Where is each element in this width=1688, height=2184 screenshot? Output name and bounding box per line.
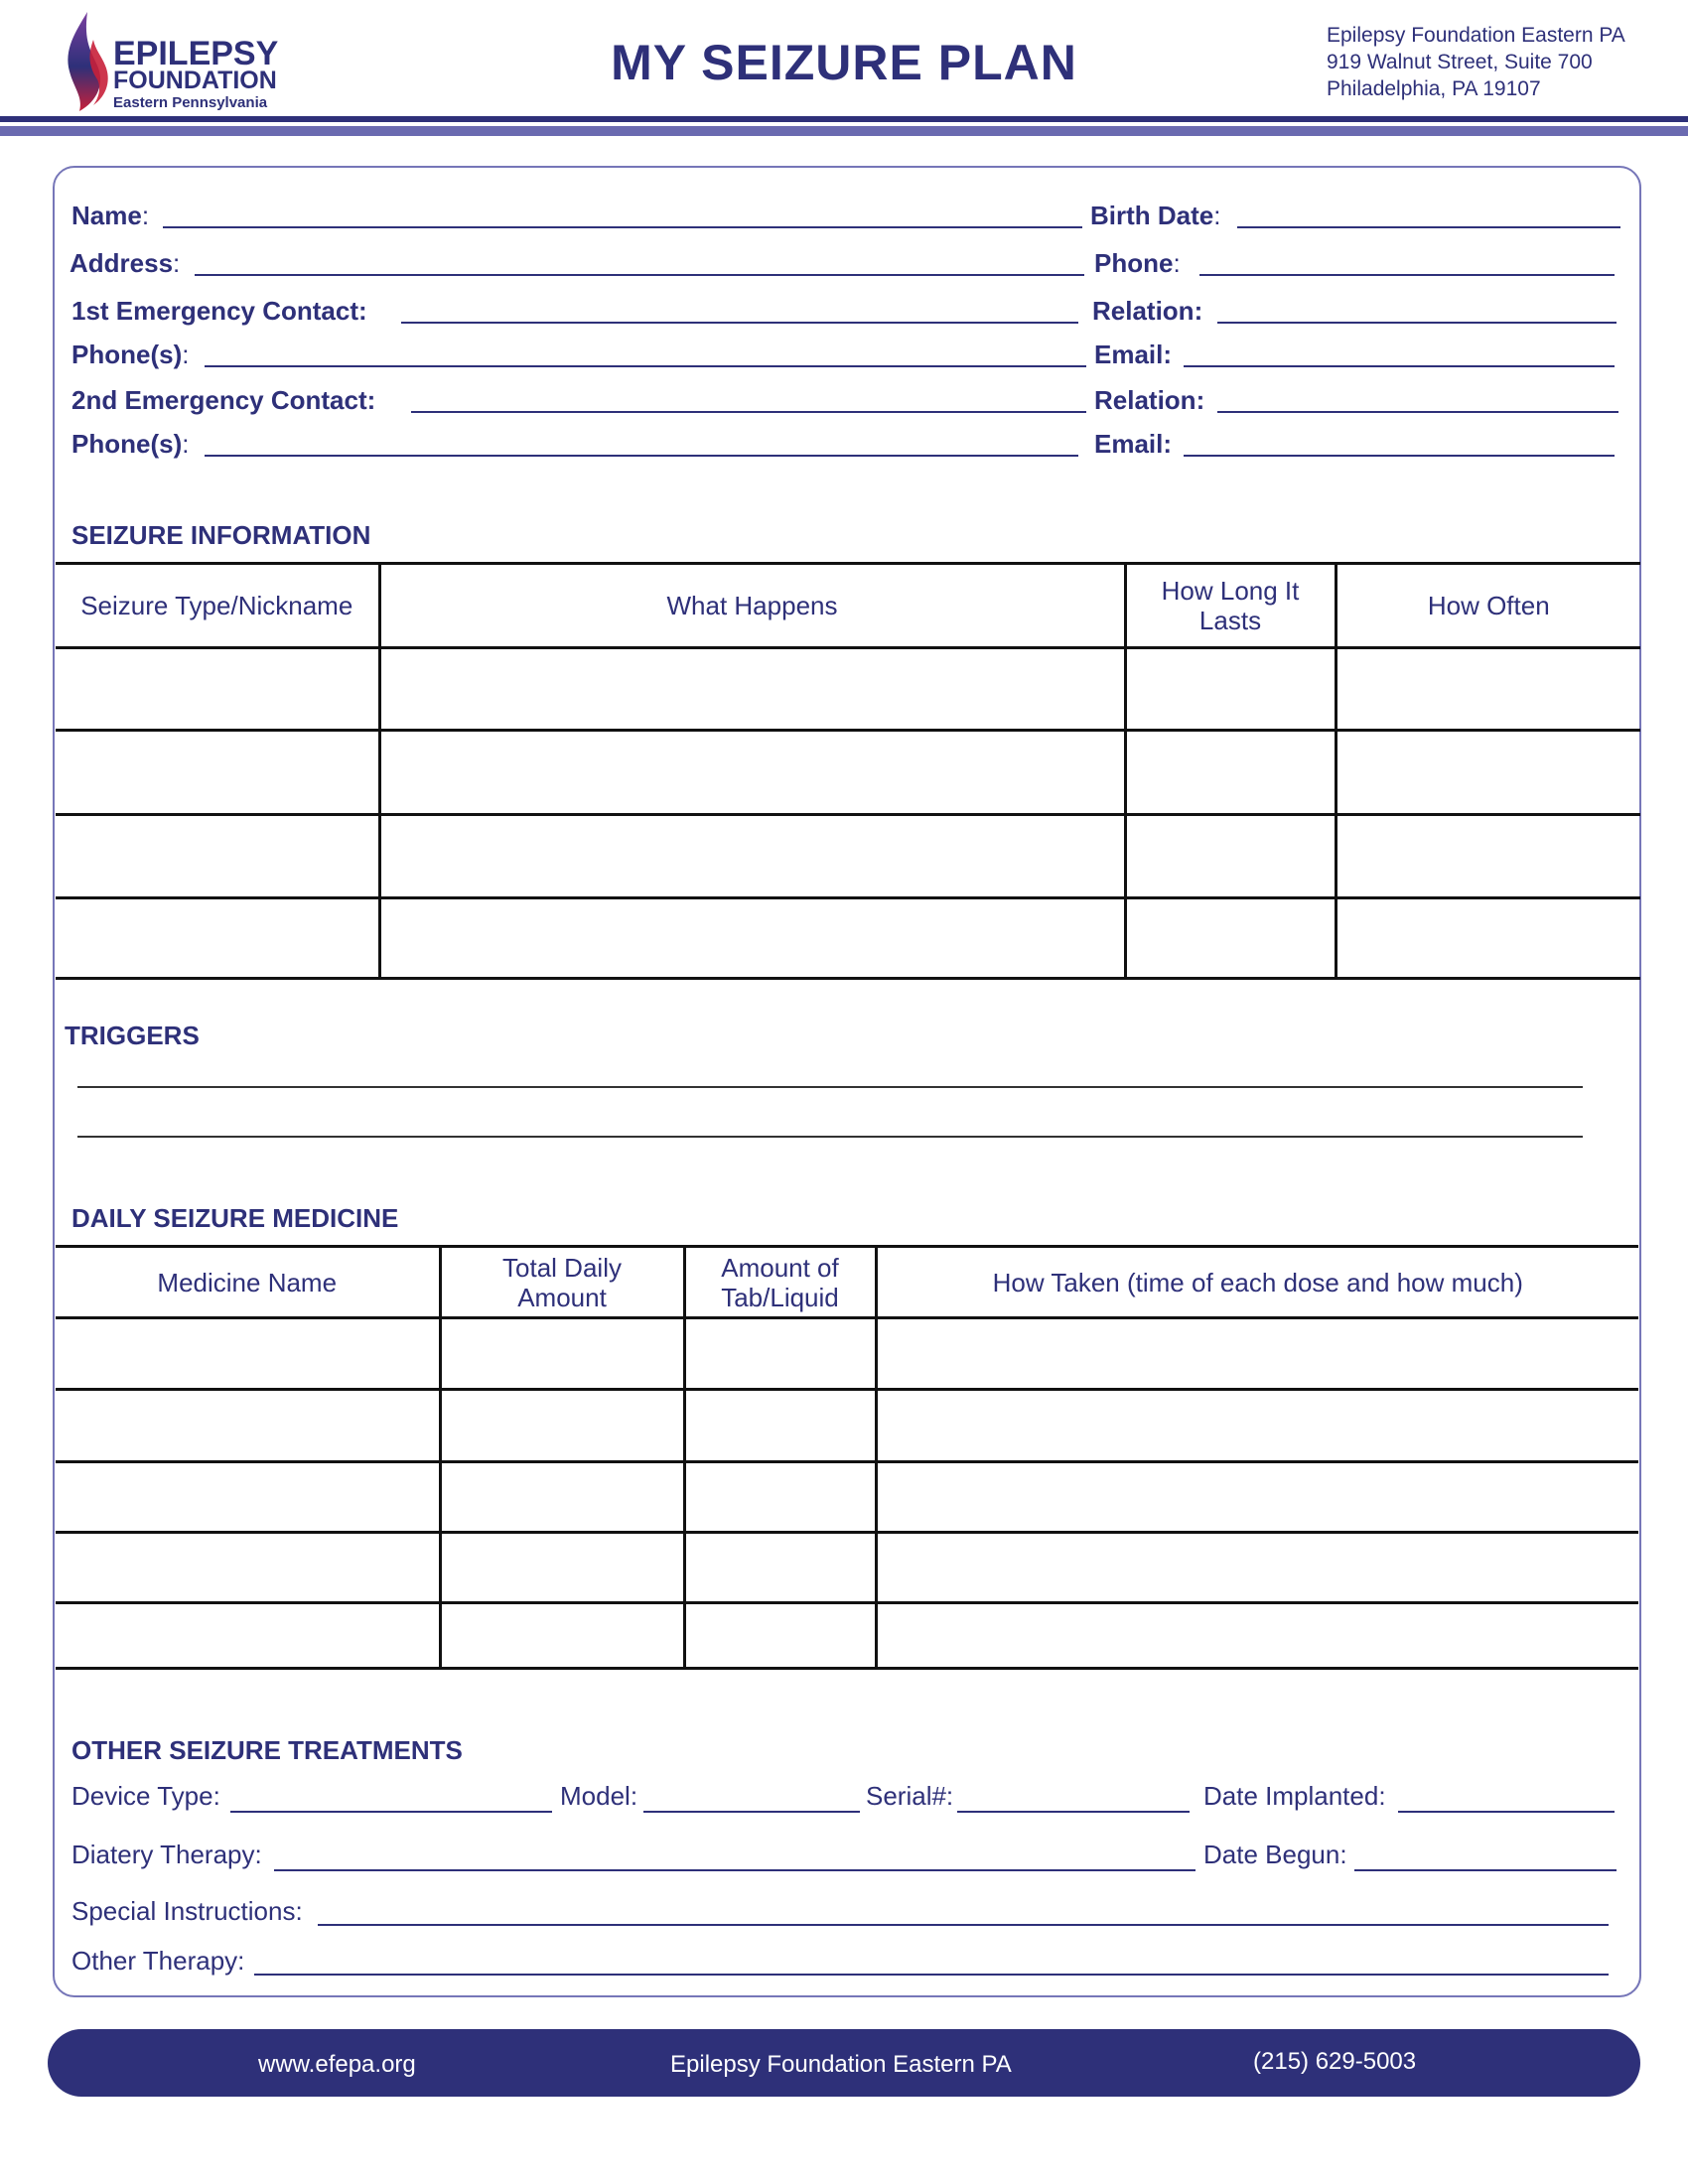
relation2-label: Relation: bbox=[1094, 385, 1205, 415]
table-row bbox=[56, 1533, 1638, 1603]
phones2-field[interactable] bbox=[205, 455, 1078, 457]
table-cell[interactable] bbox=[379, 731, 1125, 815]
table-cell[interactable] bbox=[56, 814, 379, 898]
seizure-info-table bbox=[56, 562, 1640, 980]
table-row bbox=[56, 1318, 1638, 1390]
other-therapy-field[interactable] bbox=[254, 1974, 1609, 1976]
table-cell[interactable] bbox=[684, 1603, 876, 1669]
table-cell[interactable] bbox=[876, 1462, 1638, 1533]
seizure-info-heading: SEIZURE INFORMATION bbox=[71, 520, 371, 550]
diatery-therapy-label: Diatery Therapy: bbox=[71, 1840, 262, 1869]
medicine-table bbox=[56, 1245, 1638, 1670]
triggers-line[interactable] bbox=[77, 1086, 1583, 1088]
triggers-heading: TRIGGERS bbox=[65, 1021, 200, 1050]
org-address bbox=[1327, 22, 1625, 102]
phones1-label: Phone(s): bbox=[71, 340, 190, 369]
date-begun-field[interactable] bbox=[1354, 1869, 1617, 1871]
address-line: Philadelphia, PA 19107 bbox=[1327, 77, 1541, 100]
name-label: Name: bbox=[71, 201, 150, 230]
medicine-heading: DAILY SEIZURE MEDICINE bbox=[71, 1203, 399, 1233]
table-cell[interactable] bbox=[56, 1390, 440, 1462]
table-row bbox=[56, 898, 1640, 979]
table-cell[interactable] bbox=[56, 1603, 440, 1669]
triggers-line[interactable] bbox=[77, 1136, 1583, 1138]
phone-label: Phone: bbox=[1094, 248, 1181, 278]
logo-line2: FOUNDATION bbox=[113, 67, 277, 94]
table-cell[interactable] bbox=[56, 647, 379, 731]
table-row bbox=[56, 1390, 1638, 1462]
header-band-accent bbox=[0, 126, 1688, 136]
address-line: 919 Walnut Street, Suite 700 bbox=[1327, 51, 1593, 73]
table-cell[interactable] bbox=[1125, 647, 1336, 731]
table-cell[interactable] bbox=[440, 1390, 684, 1462]
column-header: How Taken (time of each dose and how much) bbox=[876, 1247, 1638, 1318]
table-cell[interactable] bbox=[1336, 814, 1640, 898]
phones2-label: Phone(s): bbox=[71, 429, 190, 459]
email2-field[interactable] bbox=[1184, 455, 1615, 457]
table-row bbox=[56, 647, 1640, 731]
table-header-row bbox=[56, 1247, 1638, 1318]
other-therapy-label: Other Therapy: bbox=[71, 1946, 245, 1976]
relation1-label: Relation: bbox=[1092, 296, 1203, 326]
table-cell[interactable] bbox=[1336, 898, 1640, 979]
model-label: Model: bbox=[560, 1781, 638, 1811]
column-header: What Happens bbox=[379, 564, 1125, 648]
table-cell[interactable] bbox=[56, 1318, 440, 1390]
table-cell[interactable] bbox=[876, 1318, 1638, 1390]
contact1-label: 1st Emergency Contact: bbox=[71, 296, 367, 326]
address-line: Epilepsy Foundation Eastern PA bbox=[1327, 24, 1625, 47]
device-type-field[interactable] bbox=[230, 1811, 552, 1813]
form-frame bbox=[53, 166, 1641, 1997]
birth-date-label: Birth Date: bbox=[1090, 201, 1221, 230]
table-cell[interactable] bbox=[876, 1390, 1638, 1462]
page-title: MY SEIZURE PLAN bbox=[611, 35, 1077, 90]
table-cell[interactable] bbox=[876, 1603, 1638, 1669]
table-cell[interactable] bbox=[684, 1318, 876, 1390]
email1-label: Email: bbox=[1094, 340, 1173, 369]
address-label: Address: bbox=[70, 248, 181, 278]
table-cell[interactable] bbox=[1125, 731, 1336, 815]
phones1-field[interactable] bbox=[205, 365, 1086, 367]
table-cell[interactable] bbox=[684, 1533, 876, 1603]
table-cell[interactable] bbox=[1336, 731, 1640, 815]
email1-field[interactable] bbox=[1184, 365, 1615, 367]
table-row bbox=[56, 1462, 1638, 1533]
table-cell[interactable] bbox=[1336, 647, 1640, 731]
table-cell[interactable] bbox=[440, 1462, 684, 1533]
phone-field[interactable] bbox=[1199, 274, 1615, 276]
column-header: Amount of Tab/Liquid bbox=[684, 1247, 876, 1318]
table-cell[interactable] bbox=[379, 814, 1125, 898]
table-row bbox=[56, 731, 1640, 815]
date-begun-label: Date Begun: bbox=[1203, 1840, 1347, 1869]
relation1-field[interactable] bbox=[1217, 322, 1617, 324]
contact1-field[interactable] bbox=[401, 322, 1078, 324]
table-cell[interactable] bbox=[684, 1390, 876, 1462]
date-implanted-field[interactable] bbox=[1398, 1811, 1615, 1813]
table-cell[interactable] bbox=[56, 898, 379, 979]
table-row bbox=[56, 1603, 1638, 1669]
table-cell[interactable] bbox=[440, 1603, 684, 1669]
birth-date-field[interactable] bbox=[1237, 226, 1620, 228]
column-header: How Often bbox=[1336, 564, 1640, 648]
date-implanted-label: Date Implanted: bbox=[1203, 1781, 1386, 1811]
special-instructions-label: Special Instructions: bbox=[71, 1896, 303, 1926]
table-cell[interactable] bbox=[440, 1318, 684, 1390]
column-header: Seizure Type/Nickname bbox=[56, 564, 379, 648]
relation2-field[interactable] bbox=[1217, 411, 1618, 413]
name-field[interactable] bbox=[163, 226, 1082, 228]
footer-org: Epilepsy Foundation Eastern PA bbox=[670, 2051, 1012, 2078]
contact2-field[interactable] bbox=[411, 411, 1086, 413]
table-cell[interactable] bbox=[379, 898, 1125, 979]
header-band bbox=[0, 116, 1688, 122]
model-field[interactable] bbox=[643, 1811, 860, 1813]
device-type-label: Device Type: bbox=[71, 1781, 220, 1811]
table-cell[interactable] bbox=[379, 647, 1125, 731]
email2-label: Email: bbox=[1094, 429, 1173, 459]
table-cell[interactable] bbox=[440, 1533, 684, 1603]
table-row bbox=[56, 814, 1640, 898]
logo-line3: Eastern Pennsylvania bbox=[113, 94, 268, 111]
column-header: Total Daily Amount bbox=[440, 1247, 684, 1318]
serial-label: Serial#: bbox=[866, 1781, 954, 1811]
special-instructions-field[interactable] bbox=[318, 1924, 1609, 1926]
table-cell[interactable] bbox=[684, 1462, 876, 1533]
table-cell[interactable] bbox=[876, 1533, 1638, 1603]
other-treatments-heading: OTHER SEIZURE TREATMENTS bbox=[71, 1735, 463, 1765]
table-cell[interactable] bbox=[1125, 898, 1336, 979]
column-header: Medicine Name bbox=[56, 1247, 440, 1318]
logo-line1: EPILEPSY bbox=[113, 35, 279, 72]
contact2-label: 2nd Emergency Contact: bbox=[71, 385, 376, 415]
table-cell[interactable] bbox=[1125, 814, 1336, 898]
table-cell[interactable] bbox=[56, 1462, 440, 1533]
column-header: How Long It Lasts bbox=[1125, 564, 1336, 648]
table-cell[interactable] bbox=[56, 1533, 440, 1603]
table-header-row bbox=[56, 564, 1640, 648]
serial-field[interactable] bbox=[957, 1811, 1190, 1813]
table-cell[interactable] bbox=[56, 731, 379, 815]
address-field[interactable] bbox=[195, 274, 1084, 276]
footer-website[interactable]: www.efepa.org bbox=[258, 2051, 416, 2078]
footer-phone: (215) 629-5003 bbox=[1253, 2048, 1417, 2075]
diatery-therapy-field[interactable] bbox=[274, 1869, 1196, 1871]
